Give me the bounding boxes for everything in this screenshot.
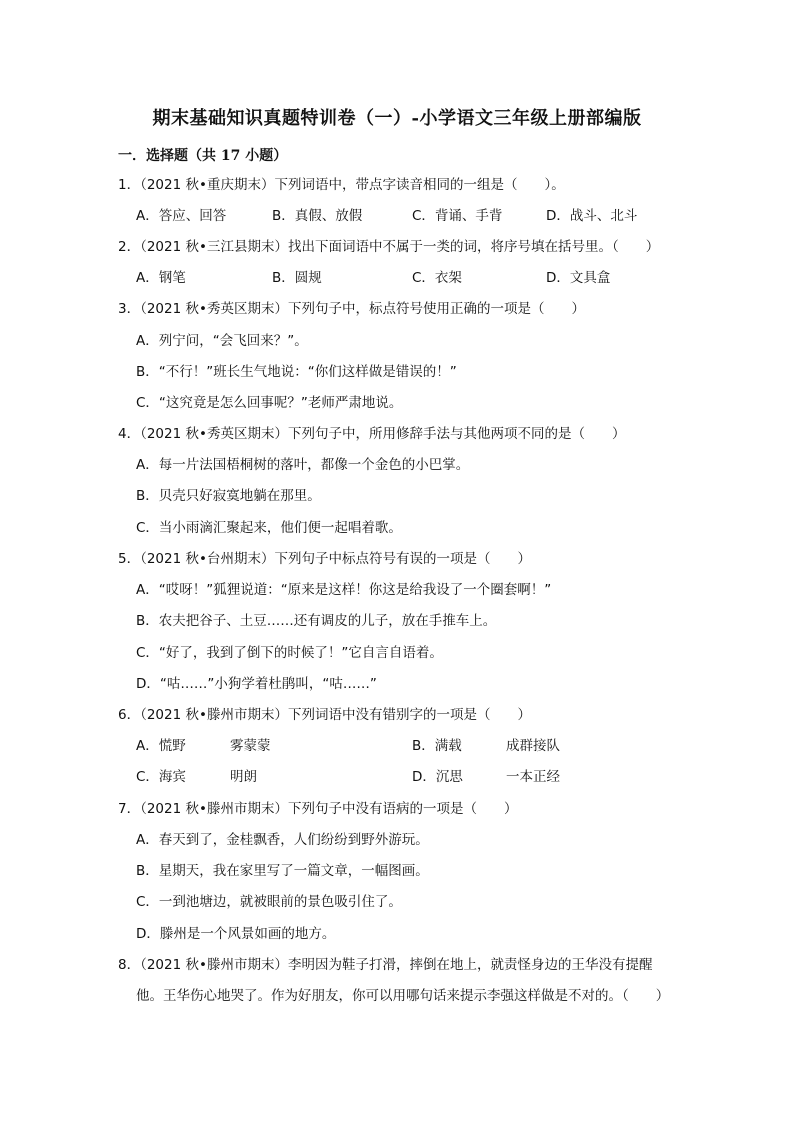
- question-5-option-a: A．“哎呀！”狐狸说道：“原来是这样！你这是给我设了一个圈套啊！”: [136, 582, 552, 598]
- question-3-option-c: C．“这究竟是怎么回事呢？”老师严肃地说。: [136, 395, 403, 411]
- question-7-option-b: B．星期天，我在家里写了一篇文章，一幅图画。: [136, 863, 429, 879]
- question-6-option-c-word: 明朗: [230, 769, 257, 785]
- question-7-option-d: D．滕州是一个风景如画的地方。: [136, 926, 336, 942]
- question-4-option-a: A．每一片法国梧桐树的落叶，都像一个金色的小巴掌。: [136, 457, 470, 473]
- question-4-option-c: C．当小雨滴汇聚起来，他们便一起唱着歌。: [136, 520, 402, 536]
- question-5-option-c: C．“好了，我到了倒下的时候了！”它自言自语着。: [136, 645, 443, 661]
- question-4-stem: 4．（2021 秋•秀英区期末）下列句子中，所用修辞手法与其他两项不同的是（ ）: [118, 426, 626, 442]
- question-7-option-a: A．春天到了，金桂飘香，人们纷纷到野外游玩。: [136, 832, 429, 848]
- question-1-option-d: D．战斗、北斗: [546, 208, 638, 224]
- section-heading: 一．选择题（共 17 小题）: [118, 148, 288, 164]
- question-1-stem: 1．（2021 秋•重庆期末）下列词语中，带点字读音相同的一组是（ ）。: [118, 177, 565, 193]
- question-7-option-c: C．一到池塘边，就被眼前的景色吸引住了。: [136, 894, 402, 910]
- page-title: 期末基础知识真题特训卷（一）-小学语文三年级上册部编版: [152, 108, 642, 129]
- question-3-stem: 3．（2021 秋•秀英区期末）下列句子中，标点符号使用正确的一项是（ ）: [118, 301, 585, 317]
- question-2-option-a: A．钢笔: [136, 270, 186, 286]
- question-8-stem-line-1: 8．（2021 秋•滕州市期末）李明因为鞋子打滑，摔倒在地上，就责怪身边的王华没有提醒: [118, 957, 653, 973]
- question-6-stem: 6．（2021 秋•滕州市期末）下列词语中没有错别字的一项是（ ）: [118, 707, 531, 723]
- question-6-option-a-word: 雾蒙蒙: [230, 738, 271, 754]
- question-4-option-b: B．贝壳只好寂寞地躺在那里。: [136, 488, 321, 504]
- question-1-option-c: C．背诵、手背: [412, 208, 503, 224]
- question-2-option-d: D．文具盒: [546, 270, 611, 286]
- question-6-option-c-letter: C．海宾: [136, 769, 186, 785]
- question-3-option-b: B．“不行！”班长生气地说：“你们这样做是错误的！”: [136, 364, 457, 380]
- question-6-option-a-letter: A．慌野: [136, 738, 186, 754]
- question-6-option-b-word: 成群接队: [506, 738, 560, 754]
- question-6-option-d-word: 一本正经: [506, 769, 560, 785]
- question-5-option-b: B．农夫把谷子、土豆……还有调皮的儿子，放在手推车上。: [136, 613, 497, 629]
- question-1-option-a: A．答应、回答: [136, 208, 227, 224]
- question-6-option-b-letter: B．满载: [412, 738, 462, 754]
- question-2-option-c: C．衣架: [412, 270, 462, 286]
- question-6-option-d-letter: D．沉思: [412, 769, 463, 785]
- question-5-option-d: D．“咕……”小狗学着杜鹃叫，“咕……”: [136, 676, 377, 692]
- question-1-option-b: B．真假、放假: [272, 208, 363, 224]
- question-2-option-b: B．圆规: [272, 270, 322, 286]
- question-7-stem: 7．（2021 秋•滕州市期末）下列句子中没有语病的一项是（ ）: [118, 801, 518, 817]
- question-3-option-a: A．列宁问，“会飞回来？”。: [136, 333, 308, 349]
- question-5-stem: 5．（2021 秋•台州期末）下列句子中标点符号有误的一项是（ ）: [118, 551, 531, 567]
- question-2-stem: 2．（2021 秋•三江县期末）找出下面词语中不属于一类的词，将序号填在括号里。（ ）: [118, 239, 660, 255]
- question-8-stem-line-2: 他。王华伤心地哭了。作为好朋友，你可以用哪句话来提示李强这样做是不对的。（ ）: [136, 988, 670, 1004]
